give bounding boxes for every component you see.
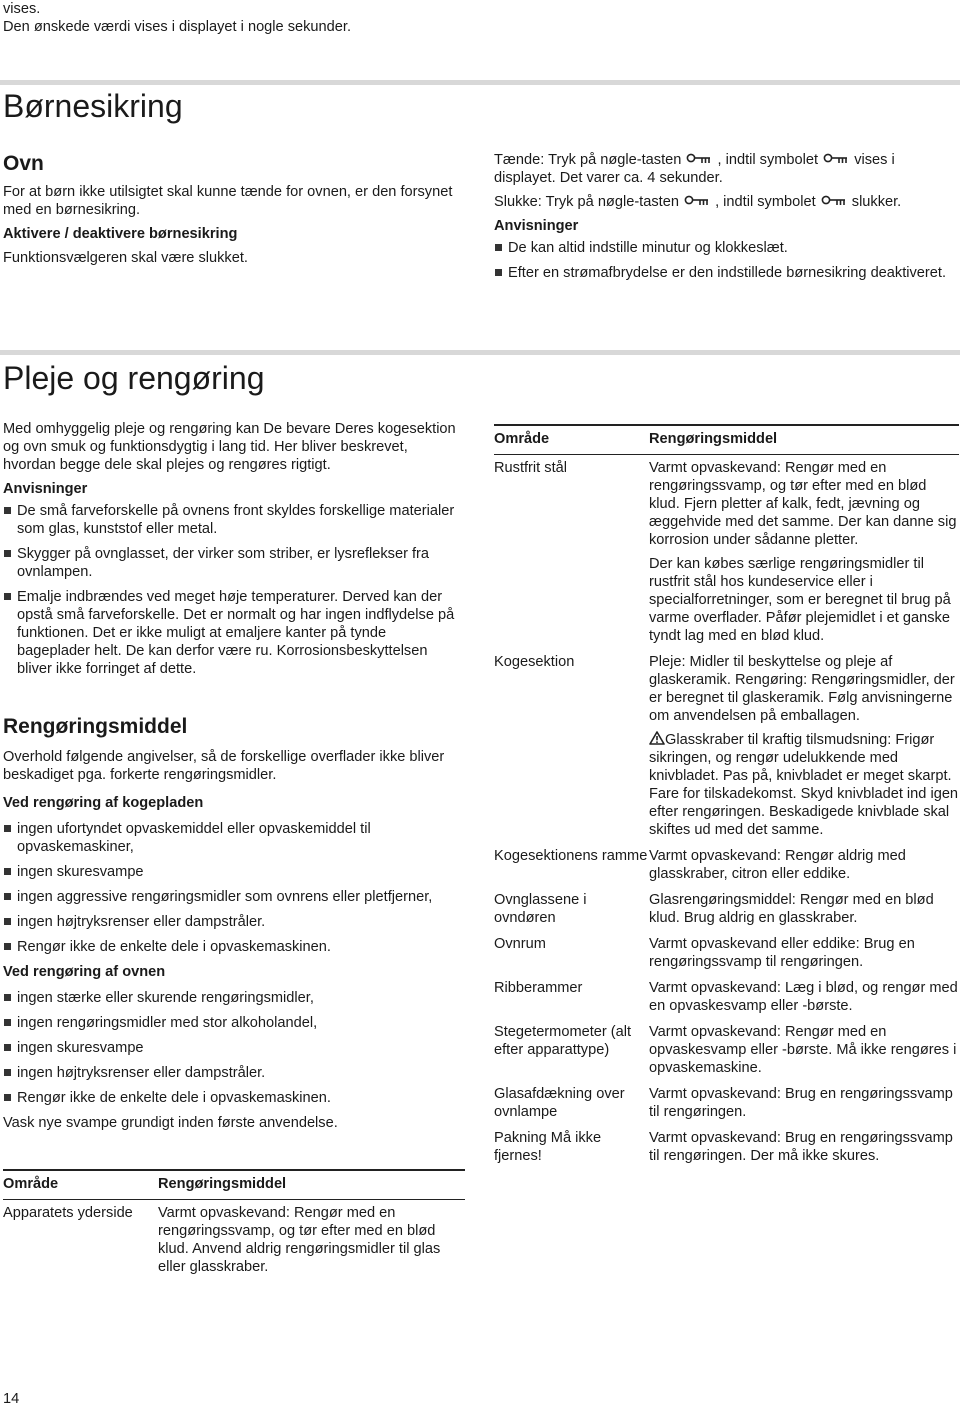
cleaning-table-main (494, 424, 959, 1169)
list-item: Emalje indbrændes ved meget høje temperaturer. Derved kan der opstå små farveforskelle. Det er normalt og har ingen indflydelse på funktionen. Det er ikke muligt at emaljere kanter på tynde bageplader helt. De kan derfor være ru. Korrosionsbeskyttelsen bliver ikke forringet af dette. (3, 588, 463, 678)
table-cell-cleaner (649, 649, 959, 843)
table-row (494, 649, 959, 843)
table-header-row (494, 425, 959, 455)
off-text-b: , indtil symbolet (715, 194, 816, 210)
section-rule (0, 80, 960, 85)
table-cell-area: Glasafdækning over ovnlampe (494, 1086, 625, 1120)
table-cell-area: Ribberammer (494, 980, 583, 996)
off-text-a: Slukke: Tryk på nøgle-tasten (494, 194, 679, 210)
sponge-note: Vask nye svampe grundigt inden første anvendelse. (3, 1115, 338, 1131)
hob-heading: Ved rengøring af kogepladen (3, 795, 204, 811)
hob-list (3, 820, 463, 956)
list-item: Efter en strømafbrydelse er den indstillede børnesikring deaktiveret. (494, 264, 956, 282)
table-cell-area: Kogesektionens ramme (494, 848, 648, 864)
cleaner-column (3, 748, 463, 1132)
table-row (494, 843, 959, 887)
table-cell-area: Ovnglassene i ovndøren (494, 892, 587, 926)
table-cell-area: Stegetermometer (alt efter apparattype) (494, 1024, 632, 1058)
childlock-heading: Aktivere / deaktivere børnesikring (3, 226, 238, 242)
list-item: ingen højtryksrenser eller dampstråler. (3, 913, 463, 931)
hob-paragraph-1: Pleje: Midler til beskyttelse og pleje af glaskeramik. Rengøring: Rengøringsmidler, der er beregnet til glaskeramik. Følg anvisningerne om anvendelsen på emballagen. (649, 654, 955, 724)
key-icon (823, 153, 849, 165)
table-row (494, 1081, 959, 1125)
list-item: ingen ufortyndet opvaskemiddel eller opvaskemiddel til opvaskemaskiner, (3, 820, 463, 856)
table-row (494, 975, 959, 1019)
column-header-cleaner: Rengøringsmiddel (158, 1176, 287, 1192)
childlock-requirement: Funktionsvælgeren skal være slukket. (3, 250, 248, 266)
care-intro: Med omhyggelig pleje og rengøring kan De bevare Deres kogesektion og ovn smuk og funktionsdygtig i lang tid. Her bliver beskrevet, hvordan begge dele skal plejes og rengøres rigtigt. (3, 421, 456, 473)
list-item: De små farveforskelle på ovnens front skyldes forskellige materialer som glas, kunststof eller metal. (3, 502, 463, 538)
list-item: Rengør ikke de enkelte dele i opvaskemaskinen. (3, 1089, 463, 1107)
childlock-intro: For at børn ikke utilsigtet skal kunne tænde for ovnen, er den forsynet med en børnesikring. (3, 184, 453, 218)
column-header-area: Område (3, 1176, 59, 1192)
list-item: ingen skuresvampe (3, 863, 463, 881)
childlock-right-column (494, 151, 956, 289)
table-cell-cleaner: Varmt opvaskevand eller eddike: Brug en rengøringssvamp til rengøringen. (649, 936, 915, 970)
table-row (494, 1019, 959, 1081)
off-text-c: slukker. (851, 194, 902, 210)
table-cell-area: Kogesektion (494, 654, 575, 670)
oven-list (3, 989, 463, 1107)
subsection-title-cleaner: Rengøringsmiddel (3, 715, 188, 738)
table-cell-cleaner: Varmt opvaskevand: Rengør med en opvaskesvamp eller -børste. Må ikke rengøres i opvaskemaskine. (649, 1024, 957, 1076)
key-icon (821, 195, 847, 207)
carryover-line-1: vises. (3, 1, 41, 17)
section-title-care: Pleje og rengøring (3, 360, 265, 396)
childlock-off-instruction (494, 193, 956, 211)
cleaning-table-outside (3, 1169, 465, 1280)
warning-icon (649, 731, 665, 745)
table-cell-cleaner (649, 455, 959, 650)
childlock-on-instruction (494, 151, 956, 187)
on-text-a: Tænde: Tryk på nøgle-tasten (494, 152, 682, 168)
steel-paragraph-2: Der kan købes særlige rengøringsmidler til rustfrit stål hos kundeservice eller i specialforretninger, som er beregnet til brug på varme overflader. Påfør plejemidlet i et ganske tyndt lag med en blød klud. (649, 556, 951, 644)
oven-heading: Ved rengøring af ovnen (3, 964, 166, 980)
table-cell-cleaner: Varmt opvaskevand: Rengør aldrig med glasskraber, citron eller eddike. (649, 848, 906, 882)
table-cell-cleaner: Varmt opvaskevand: Rengør med en rengøringssvamp, og tør efter med en blød klud. Anvend aldrig rengøringsmidler til glas eller glasskraber. (158, 1205, 441, 1275)
table-cell-cleaner: Varmt opvaskevand: Brug en rengøringssvamp til rengøringen. (649, 1086, 953, 1120)
childlock-notes-list (494, 239, 956, 282)
care-notes-heading: Anvisninger (3, 481, 88, 497)
section-rule (0, 350, 960, 355)
table-cell-cleaner: Glasrengøringsmiddel: Rengør med en blød klud. Brug aldrig en glasskraber. (649, 892, 934, 926)
page-number: 14 (3, 1391, 20, 1407)
column-header-cleaner: Rengøringsmiddel (649, 431, 778, 447)
childlock-left-column (3, 183, 458, 267)
list-item: ingen skuresvampe (3, 1039, 463, 1057)
section-title-childlock: Børnesikring (3, 88, 183, 124)
column-header-area: Område (494, 431, 550, 447)
on-text-b: , indtil symbolet (717, 152, 819, 168)
key-icon (686, 153, 712, 165)
list-item: De kan altid indstille minutur og klokkeslæt. (494, 239, 956, 257)
table-cell-area: Apparatets yderside (3, 1205, 133, 1221)
hob-paragraph-2 (649, 731, 959, 839)
childlock-notes-heading: Anvisninger (494, 218, 579, 234)
carryover-line-2: Den ønskede værdi vises i displayet i nogle sekunder. (3, 19, 351, 35)
table-row (3, 1200, 465, 1281)
table-row (494, 1125, 959, 1169)
table-row (494, 455, 959, 650)
table-cell-area: Pakning Må ikke fjernes! (494, 1130, 602, 1164)
care-notes-list (3, 502, 463, 678)
table-cell-area: Rustfrit stål (494, 460, 567, 476)
list-item: ingen stærke eller skurende rengøringsmidler, (3, 989, 463, 1007)
table-cell-area: Ovnrum (494, 936, 546, 952)
list-item: Rengør ikke de enkelte dele i opvaskemaskinen. (3, 938, 463, 956)
table-row (494, 931, 959, 975)
table-row (494, 887, 959, 931)
table-cell-cleaner: Varmt opvaskevand: Brug en rengøringssvamp til rengøringen. Der må ikke skures. (649, 1130, 953, 1164)
steel-paragraph-1: Varmt opvaskevand: Rengør med en rengøringssvamp, og tør efter med en blød klud. Fjern pletter af kalk, fedt, jævning og æggehvide med det samme. Der kan danne sig korrosion under sådanne pletter. (649, 460, 957, 548)
key-icon (684, 195, 710, 207)
list-item: ingen højtryksrenser eller dampstråler. (3, 1064, 463, 1082)
cleaner-intro: Overhold følgende angivelser, så de forskellige overflader ikke bliver beskadiget pga. forkerte rengøringsmidler. (3, 749, 445, 783)
carryover-text (3, 0, 523, 36)
list-item: ingen aggressive rengøringsmidler som ovnrens eller pletfjerner, (3, 888, 463, 906)
care-left-column (3, 420, 463, 685)
list-item: ingen rengøringsmidler med stor alkoholandel, (3, 1014, 463, 1032)
subsection-title-oven: Ovn (3, 152, 44, 175)
hob-warning-text: Glasskraber til kraftig tilsmudsning: Frigør sikringen, og rengør udelukkende med knivbladet. Pas på, knivbladet er meget skarpt. Fare for tilskadekomst. Skyd knivbladet ind igen efter rengøringen. Beskadigede knivblade skal skiftes ud med det samme. (649, 732, 959, 838)
list-item: Skygger på ovnglasset, der virker som striber, er lysreflekser fra ovnlampen. (3, 545, 463, 581)
table-cell-cleaner: Varmt opvaskevand: Læg i blød, og rengør med en opvaskesvamp eller -børste. (649, 980, 958, 1014)
table-header-row (3, 1170, 465, 1200)
on-text-c: vises i displayet. Det varer ca. 4 sekunder. (494, 152, 895, 186)
